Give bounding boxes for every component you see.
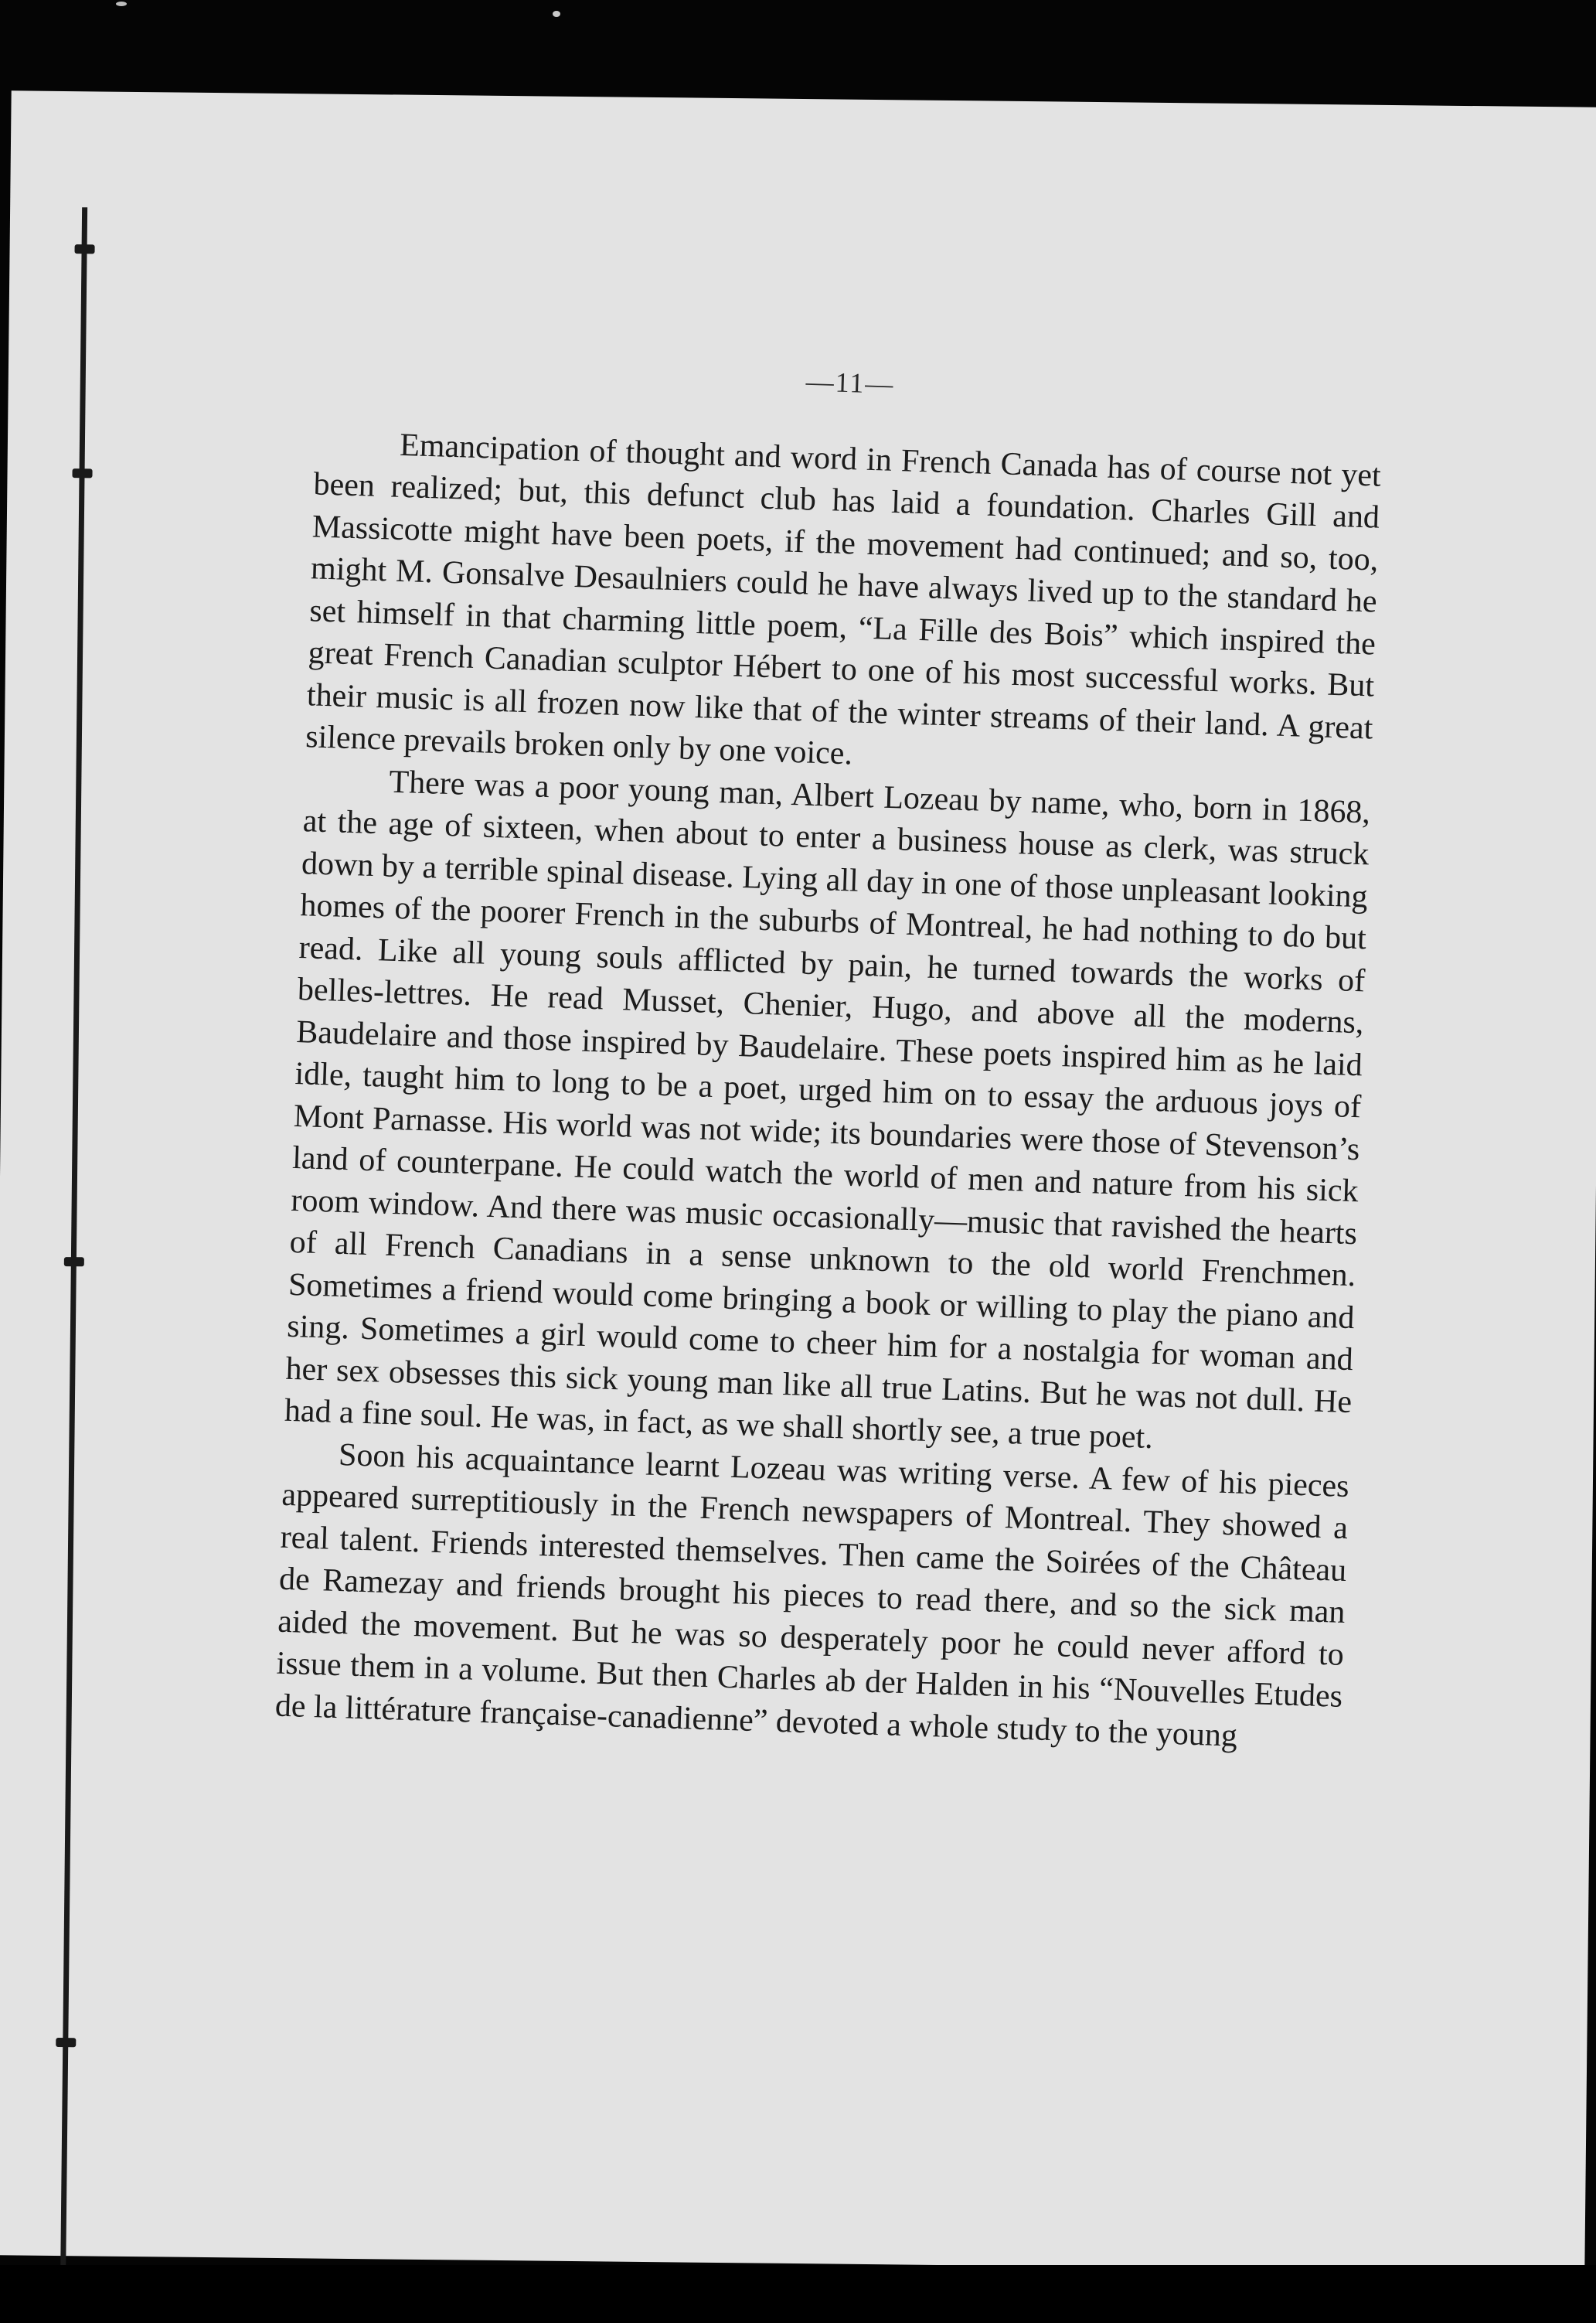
binding-rule xyxy=(60,207,87,2287)
binding-tick xyxy=(75,244,95,254)
text-block xyxy=(274,345,1383,1759)
scan-speck xyxy=(116,2,127,6)
scan-speck xyxy=(553,11,560,17)
paragraph-2: There was a poor young man, Albert Lozeau by name, who, born in 1868, at the age of sixteen, when about to enter a business house as clerk, was struck down by a terrible spinal disease. Lying all day in one of those unpleasant looking homes of the poorer French in the suburbs of Montreal, he had nothing to do but read. Like all young souls afflicted by pain, he turned towards the works of belles-lettres. He read Musset, Chenier, Hugo, and above all the moderns, Baudelaire and those inspired by Baudelaire. These poets inspired him as he laid idle, taught him to long to be a poet, urged him on to essay the arduous joys of Mont Parnasse. His world was not wide; its boundaries were those of Stevenson’s land of counterpane. He could watch the world of men and nature from his sick room window. And there was music occasionally—music that ravished the hearts of all French Canadians in a sense unknown to the old world Frenchmen. Sometimes a friend would come bringing a book or willing to play the piano and sing. Sometimes a girl would come to cheer him for a nostalgia for woman and her sex obsesses this sick young man like all true Latins. But he was not dull. He had a fine soul. He was, in fact, as we shall shortly see, a true poet. xyxy=(284,764,1371,1456)
page-number: —11— xyxy=(805,366,896,400)
binding-tick xyxy=(64,1257,84,1266)
paragraph-3: Soon his acquaintance learnt Lozeau was writing verse. A few of his pieces appeared surreptitiously in the French newspapers of Montreal. They showed a real talent. Friends interested themselves. Then came the Soirées of the Château de Ramezay and friends brought his pieces to read there, and so the sick man aided the movement. But he was so desperately poor he could never afford to issue them in a volume. But then Charles ab der Halden in his “Nouvelles Etudes de la littérature française-canadienne” devoted a whole study to the young xyxy=(274,1436,1350,1754)
paragraph-1: Emancipation of thought and word in French Canada has of course not yet been realized; but, this defunct club has laid a foundation. Charles Gill and Massicotte might have been poets, if the movement had continued; and so, too, might M. Gonsalve Desaulniers could he have always lived up to the standard he set himself in that charming little poem, “La Fille des Bois” which inspired the great French Canadian sculptor Hébert to one of his most successful works. But their music is all frozen now like that of the winter streams of their land. A great silence prevails broken only by one voice. xyxy=(305,427,1382,772)
paper-sheet xyxy=(0,90,1596,2271)
scan-bottom-band xyxy=(0,2265,1596,2323)
binding-tick xyxy=(56,2038,76,2047)
binding-tick xyxy=(72,468,92,478)
